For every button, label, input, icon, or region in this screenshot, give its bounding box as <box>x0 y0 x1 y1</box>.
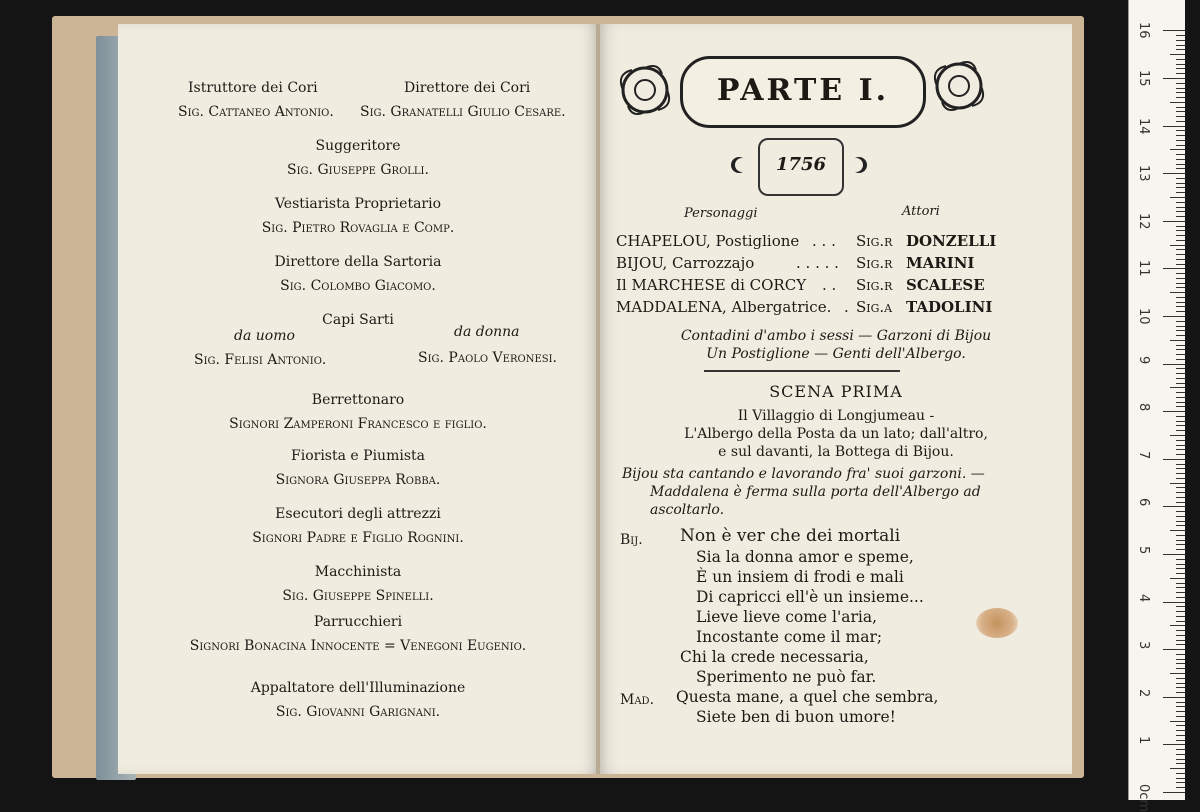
ruler-number: 15 <box>1136 70 1151 87</box>
ruler-tick <box>1176 230 1185 231</box>
ruler-tick <box>1176 440 1185 441</box>
ruler-tick <box>1176 683 1185 684</box>
role-label: Istruttore dei Cori <box>188 80 318 96</box>
ruler-tick <box>1170 387 1185 388</box>
role-label: Direttore dei Cori <box>404 80 531 96</box>
ruler-tick <box>1176 373 1185 374</box>
ruler-tick <box>1176 164 1185 165</box>
ruler-tick <box>1176 573 1185 574</box>
ruler-tick <box>1163 744 1185 745</box>
ruler-tick <box>1176 378 1185 379</box>
ruler-tick <box>1176 259 1185 260</box>
ruler-tick <box>1176 421 1185 422</box>
person-name: Sig. Cattaneo Antonio. <box>178 104 334 120</box>
ruler-tick <box>1170 435 1185 436</box>
ruler-number: 12 <box>1136 212 1151 230</box>
ruler-number: 4 <box>1136 593 1151 602</box>
divider-rule <box>704 370 900 372</box>
actor-title: Sig.r <box>856 232 893 250</box>
ruler-tick <box>1176 716 1185 717</box>
ornament-icon <box>612 60 678 120</box>
role-label: Capi Sarti <box>322 312 394 328</box>
ruler-number: 8 <box>1136 403 1151 412</box>
ruler-tick <box>1176 45 1185 46</box>
ruler-tick <box>1176 549 1185 550</box>
ruler-tick <box>1176 616 1185 617</box>
ruler-tick <box>1176 516 1185 517</box>
ruler-tick <box>1176 278 1185 279</box>
ruler-tick <box>1176 487 1185 488</box>
ruler-tick <box>1176 335 1185 336</box>
actor-title: Sig.r <box>856 276 893 294</box>
ruler-tick <box>1176 492 1185 493</box>
ruler-tick <box>1176 592 1185 593</box>
ruler-tick <box>1176 64 1185 65</box>
ruler-tick <box>1176 473 1185 474</box>
sub-label: da donna <box>454 324 520 340</box>
ruler-tick <box>1176 706 1185 707</box>
role-label: Appaltatore dell'Illuminazione <box>250 680 466 696</box>
actor-name: TADOLINI <box>906 298 993 316</box>
ruler-tick <box>1176 540 1185 541</box>
ruler-tick <box>1176 668 1185 669</box>
verse-line: Chi la crede necessaria, <box>680 648 869 666</box>
ruler-tick <box>1176 430 1185 431</box>
ruler-tick <box>1176 183 1185 184</box>
ruler-tick <box>1163 316 1185 317</box>
scene-title: SCENA PRIMA <box>769 382 903 401</box>
ruler-tick <box>1176 497 1185 498</box>
ruler-tick <box>1176 787 1185 788</box>
cast-row <box>616 276 1056 294</box>
ruler-tick <box>1163 78 1185 79</box>
ruler-tick <box>1176 644 1185 645</box>
cast-row <box>616 254 1056 272</box>
ruler-tick <box>1163 697 1185 698</box>
ruler-tick <box>1163 30 1185 31</box>
ruler-tick <box>1163 411 1185 412</box>
verse-line: Non è ver che dei mortali <box>680 526 901 546</box>
ruler-tick <box>1176 154 1185 155</box>
ruler-tick <box>1176 192 1185 193</box>
ruler-tick <box>1176 597 1185 598</box>
actors-header: Attori <box>902 204 940 219</box>
leader-dots: . . . <box>812 232 836 250</box>
ruler-tick <box>1176 587 1185 588</box>
setting-line: L'Albergo della Posta da un lato; dall'altro, <box>684 426 988 442</box>
character-name: BIJOU, Carrozzajo <box>616 254 755 272</box>
person-name: Sig. Giovanni Garignani. <box>275 704 441 720</box>
ruler-tick <box>1176 68 1185 69</box>
ruler-tick <box>1176 449 1185 450</box>
ruler-tick <box>1170 578 1185 579</box>
right-page <box>600 24 1072 774</box>
ruler-number: 6 <box>1136 498 1151 507</box>
verse-line: Di capricci ell'è un insieme... <box>696 588 924 606</box>
ruler-tick <box>1176 535 1185 536</box>
ruler-tick <box>1176 249 1185 250</box>
ruler-tick <box>1176 544 1185 545</box>
ruler-tick <box>1176 159 1185 160</box>
ruler-tick <box>1176 40 1185 41</box>
role-label: Suggeritore <box>315 138 401 154</box>
ruler-tick <box>1176 287 1185 288</box>
ruler-number: 2 <box>1136 688 1151 698</box>
character-name: CHAPELOU, Postiglione <box>616 232 800 250</box>
ruler-tick <box>1170 340 1185 341</box>
ruler-tick <box>1163 554 1185 555</box>
ruler-tick <box>1176 754 1185 755</box>
ruler-tick <box>1176 264 1185 265</box>
ruler-tick <box>1176 383 1185 384</box>
verse-line: Sperimento ne può far. <box>696 668 877 686</box>
characters-header: Personaggi <box>684 206 758 221</box>
ruler-tick <box>1176 464 1185 465</box>
cast-row <box>616 232 1056 250</box>
ruler-number: 11 <box>1136 260 1151 277</box>
ruler-tick <box>1176 502 1185 503</box>
actor-title: Sig.r <box>856 254 893 272</box>
ruler-tick <box>1176 354 1185 355</box>
actor-title: Sig.a <box>856 298 893 316</box>
ruler-number: 1 <box>1136 736 1151 745</box>
paper-stain <box>976 608 1018 638</box>
role-label: Macchinista <box>314 564 402 580</box>
stage-direction: ascoltarlo. <box>650 502 725 518</box>
ruler-tick <box>1176 640 1185 641</box>
ruler-tick <box>1170 673 1185 674</box>
ruler-tick <box>1176 692 1185 693</box>
ruler-tick <box>1170 768 1185 769</box>
ruler-tick <box>1163 173 1185 174</box>
verse-line: Siete ben di buon umore! <box>696 708 896 726</box>
ruler-tick <box>1176 59 1185 60</box>
ruler-tick <box>1176 92 1185 93</box>
verse-line: Questa mane, a quel che sembra, <box>676 688 939 706</box>
ruler-tick <box>1176 107 1185 108</box>
leader-dots: . . . . . <box>796 254 839 272</box>
ruler-tick <box>1163 602 1185 603</box>
ruler-tick <box>1176 606 1185 607</box>
ruler-tick <box>1176 368 1185 369</box>
ruler-tick <box>1176 321 1185 322</box>
setting-line: Il Villaggio di Longjumeau - <box>737 408 935 424</box>
ruler-number: 0cm <box>1136 784 1151 812</box>
leader-dots: . . <box>822 276 837 294</box>
ruler-number: 14 <box>1136 117 1151 135</box>
ruler-number: 5 <box>1136 546 1151 555</box>
ruler-tick <box>1176 226 1185 227</box>
ruler-tick <box>1176 111 1185 112</box>
ruler-tick <box>1176 187 1185 188</box>
character-name: Il MARCHESE di CORCY <box>616 276 807 294</box>
ruler-tick <box>1176 687 1185 688</box>
person-name: Signori Padre e Figlio Rognini. <box>252 530 464 546</box>
verse-line: È un insiem di frodi e mali <box>696 568 904 586</box>
cast-row <box>616 298 1056 316</box>
ruler-tick <box>1176 630 1185 631</box>
ruler-tick <box>1176 35 1185 36</box>
ruler-tick <box>1176 735 1185 736</box>
ruler-tick <box>1176 468 1185 469</box>
ruler-tick <box>1176 406 1185 407</box>
actor-name: SCALESE <box>906 276 985 294</box>
ruler-tick <box>1170 721 1185 722</box>
ruler-tick <box>1176 711 1185 712</box>
ruler-tick <box>1176 283 1185 284</box>
ruler-tick <box>1176 254 1185 255</box>
ruler-tick <box>1176 273 1185 274</box>
ruler-tick <box>1176 97 1185 98</box>
ruler-tick <box>1176 168 1185 169</box>
ruler-number: 9 <box>1136 355 1151 364</box>
ruler-tick <box>1176 135 1185 136</box>
ruler-tick <box>1176 416 1185 417</box>
ruler-tick <box>1176 654 1185 655</box>
person-name: Sig. Colombo Giacomo. <box>280 278 436 294</box>
ruler-tick <box>1176 330 1185 331</box>
ruler-tick <box>1176 702 1185 703</box>
ruler-tick <box>1176 402 1185 403</box>
ruler-number: 3 <box>1136 641 1151 650</box>
ruler-number: 13 <box>1136 165 1151 182</box>
ruler-tick <box>1176 121 1185 122</box>
ruler-tick <box>1170 530 1185 531</box>
ruler-tick <box>1163 459 1185 460</box>
left-page <box>118 24 598 774</box>
role-label: Berrettonaro <box>311 392 405 408</box>
person-name: Sig. Granatelli Giulio Cesare. <box>360 104 566 120</box>
ruler-tick <box>1176 511 1185 512</box>
title-plate <box>680 56 926 128</box>
ruler-tick <box>1176 730 1185 731</box>
ruler-number: 7 <box>1136 450 1151 460</box>
ruler-tick <box>1176 564 1185 565</box>
verse-line: Sia la donna amor e speme, <box>696 548 914 566</box>
ruler-number: 16 <box>1136 22 1151 39</box>
ruler-tick <box>1176 235 1185 236</box>
ruler-tick <box>1176 454 1185 455</box>
ruler-tick <box>1170 197 1185 198</box>
ruler-tick <box>1163 506 1185 507</box>
ruler-tick <box>1176 397 1185 398</box>
ruler-tick <box>1176 88 1185 89</box>
ruler-tick <box>1176 311 1185 312</box>
sub-label: da uomo <box>234 328 295 344</box>
ruler-tick <box>1176 178 1185 179</box>
verse-line: Incostante come il mar; <box>696 628 883 646</box>
page-title: PARTE I. <box>716 73 890 108</box>
year-frame <box>758 138 844 196</box>
ruler-tick <box>1176 345 1185 346</box>
role-label: Parrucchieri <box>313 614 403 630</box>
ruler-tick <box>1176 778 1185 779</box>
ruler-tick <box>1176 773 1185 774</box>
ruler-tick <box>1176 568 1185 569</box>
ruler-tick <box>1176 306 1185 307</box>
speaker-label: Mad. <box>620 692 655 708</box>
ruler-tick <box>1163 126 1185 127</box>
stage-direction: Maddalena è ferma sulla porta dell'Albergo ad <box>650 484 981 500</box>
year-label: 1756 <box>775 154 827 175</box>
ruler-tick <box>1176 425 1185 426</box>
person-name: Sig. Giuseppe Grolli. <box>287 162 429 178</box>
ruler-tick <box>1176 216 1185 217</box>
ruler-tick <box>1176 202 1185 203</box>
person-name: Sig. Felisi Antonio. <box>194 352 327 368</box>
ruler-tick <box>1170 245 1185 246</box>
ruler-tick <box>1176 349 1185 350</box>
person-name: Sig. Pietro Rovaglia e Comp. <box>261 220 455 236</box>
ruler-tick <box>1176 445 1185 446</box>
ruler-tick <box>1176 116 1185 117</box>
ruler-tick <box>1176 678 1185 679</box>
actor-name: MARINI <box>906 254 975 272</box>
ruler-tick <box>1176 611 1185 612</box>
verse-line: Lieve lieve come l'aria, <box>696 608 878 626</box>
ruler-tick <box>1176 782 1185 783</box>
leader-dots: . <box>844 298 849 316</box>
ruler-tick <box>1176 763 1185 764</box>
ruler-tick <box>1176 130 1185 131</box>
ruler-tick <box>1176 359 1185 360</box>
role-label: Esecutori degli attrezzi <box>275 506 441 522</box>
person-name: Sig. Giuseppe Spinelli. <box>282 588 434 604</box>
role-label: Direttore della Sartoria <box>274 254 442 270</box>
ruler-tick <box>1163 268 1185 269</box>
crescent-icon <box>728 154 750 176</box>
stage-direction: Bijou sta cantando e lavorando fra' suoi garzoni. — <box>622 466 985 482</box>
ruler-tick <box>1176 140 1185 141</box>
ruler-tick <box>1163 792 1185 793</box>
ruler-tick <box>1170 483 1185 484</box>
ruler-tick <box>1176 207 1185 208</box>
setting-line: e sul davanti, la Bottega di Bijou. <box>718 444 954 460</box>
role-label: Fiorista e Piumista <box>291 448 425 464</box>
ruler-tick <box>1176 302 1185 303</box>
ruler-tick <box>1176 521 1185 522</box>
ruler-tick <box>1176 478 1185 479</box>
ruler-tick <box>1176 297 1185 298</box>
extras-line: Contadini d'ambo i sessi — Garzoni di Bijou <box>680 328 992 344</box>
ruler-tick <box>1163 364 1185 365</box>
ruler-tick <box>1176 49 1185 50</box>
ruler-tick <box>1176 211 1185 212</box>
extras-line: Un Postiglione — Genti dell'Albergo. <box>706 346 966 362</box>
ruler-tick <box>1170 292 1185 293</box>
speaker-label: Bij. <box>620 532 643 548</box>
role-label: Vestiarista Proprietario <box>274 196 442 212</box>
ruler-tick <box>1163 649 1185 650</box>
ruler-tick <box>1170 149 1185 150</box>
person-name: Sig. Paolo Veronesi. <box>418 350 557 366</box>
ruler-tick <box>1176 73 1185 74</box>
ruler-tick <box>1176 663 1185 664</box>
ruler-tick <box>1176 525 1185 526</box>
ruler-tick <box>1176 725 1185 726</box>
character-name: MADDALENA, Albergatrice. <box>616 298 832 316</box>
ruler-tick <box>1176 83 1185 84</box>
person-name: Signori Zamperoni Francesco e figlio. <box>229 416 487 432</box>
ruler-tick <box>1176 740 1185 741</box>
measuring-ruler <box>1128 0 1185 812</box>
person-name: Signora Giuseppa Robba. <box>275 472 441 488</box>
ruler-tick <box>1176 749 1185 750</box>
ruler-tick <box>1170 625 1185 626</box>
ruler-tick <box>1176 659 1185 660</box>
ruler-tick <box>1176 759 1185 760</box>
ruler-tick <box>1163 221 1185 222</box>
ornament-icon <box>926 56 992 116</box>
ruler-tick <box>1170 102 1185 103</box>
ruler-tick <box>1176 145 1185 146</box>
ruler-tick <box>1176 621 1185 622</box>
ruler-tick <box>1176 635 1185 636</box>
ruler-tick <box>1176 583 1185 584</box>
ruler-tick <box>1176 326 1185 327</box>
ruler-tick <box>1176 240 1185 241</box>
ruler-number: 10 <box>1136 308 1151 325</box>
ruler-tick <box>1176 392 1185 393</box>
person-name: Signori Bonacina Innocente = Venegoni Eugenio. <box>189 638 527 654</box>
ruler-tick <box>1176 559 1185 560</box>
crescent-icon <box>848 154 870 176</box>
ruler-tick <box>1170 54 1185 55</box>
actor-name: DONZELLI <box>906 232 997 250</box>
